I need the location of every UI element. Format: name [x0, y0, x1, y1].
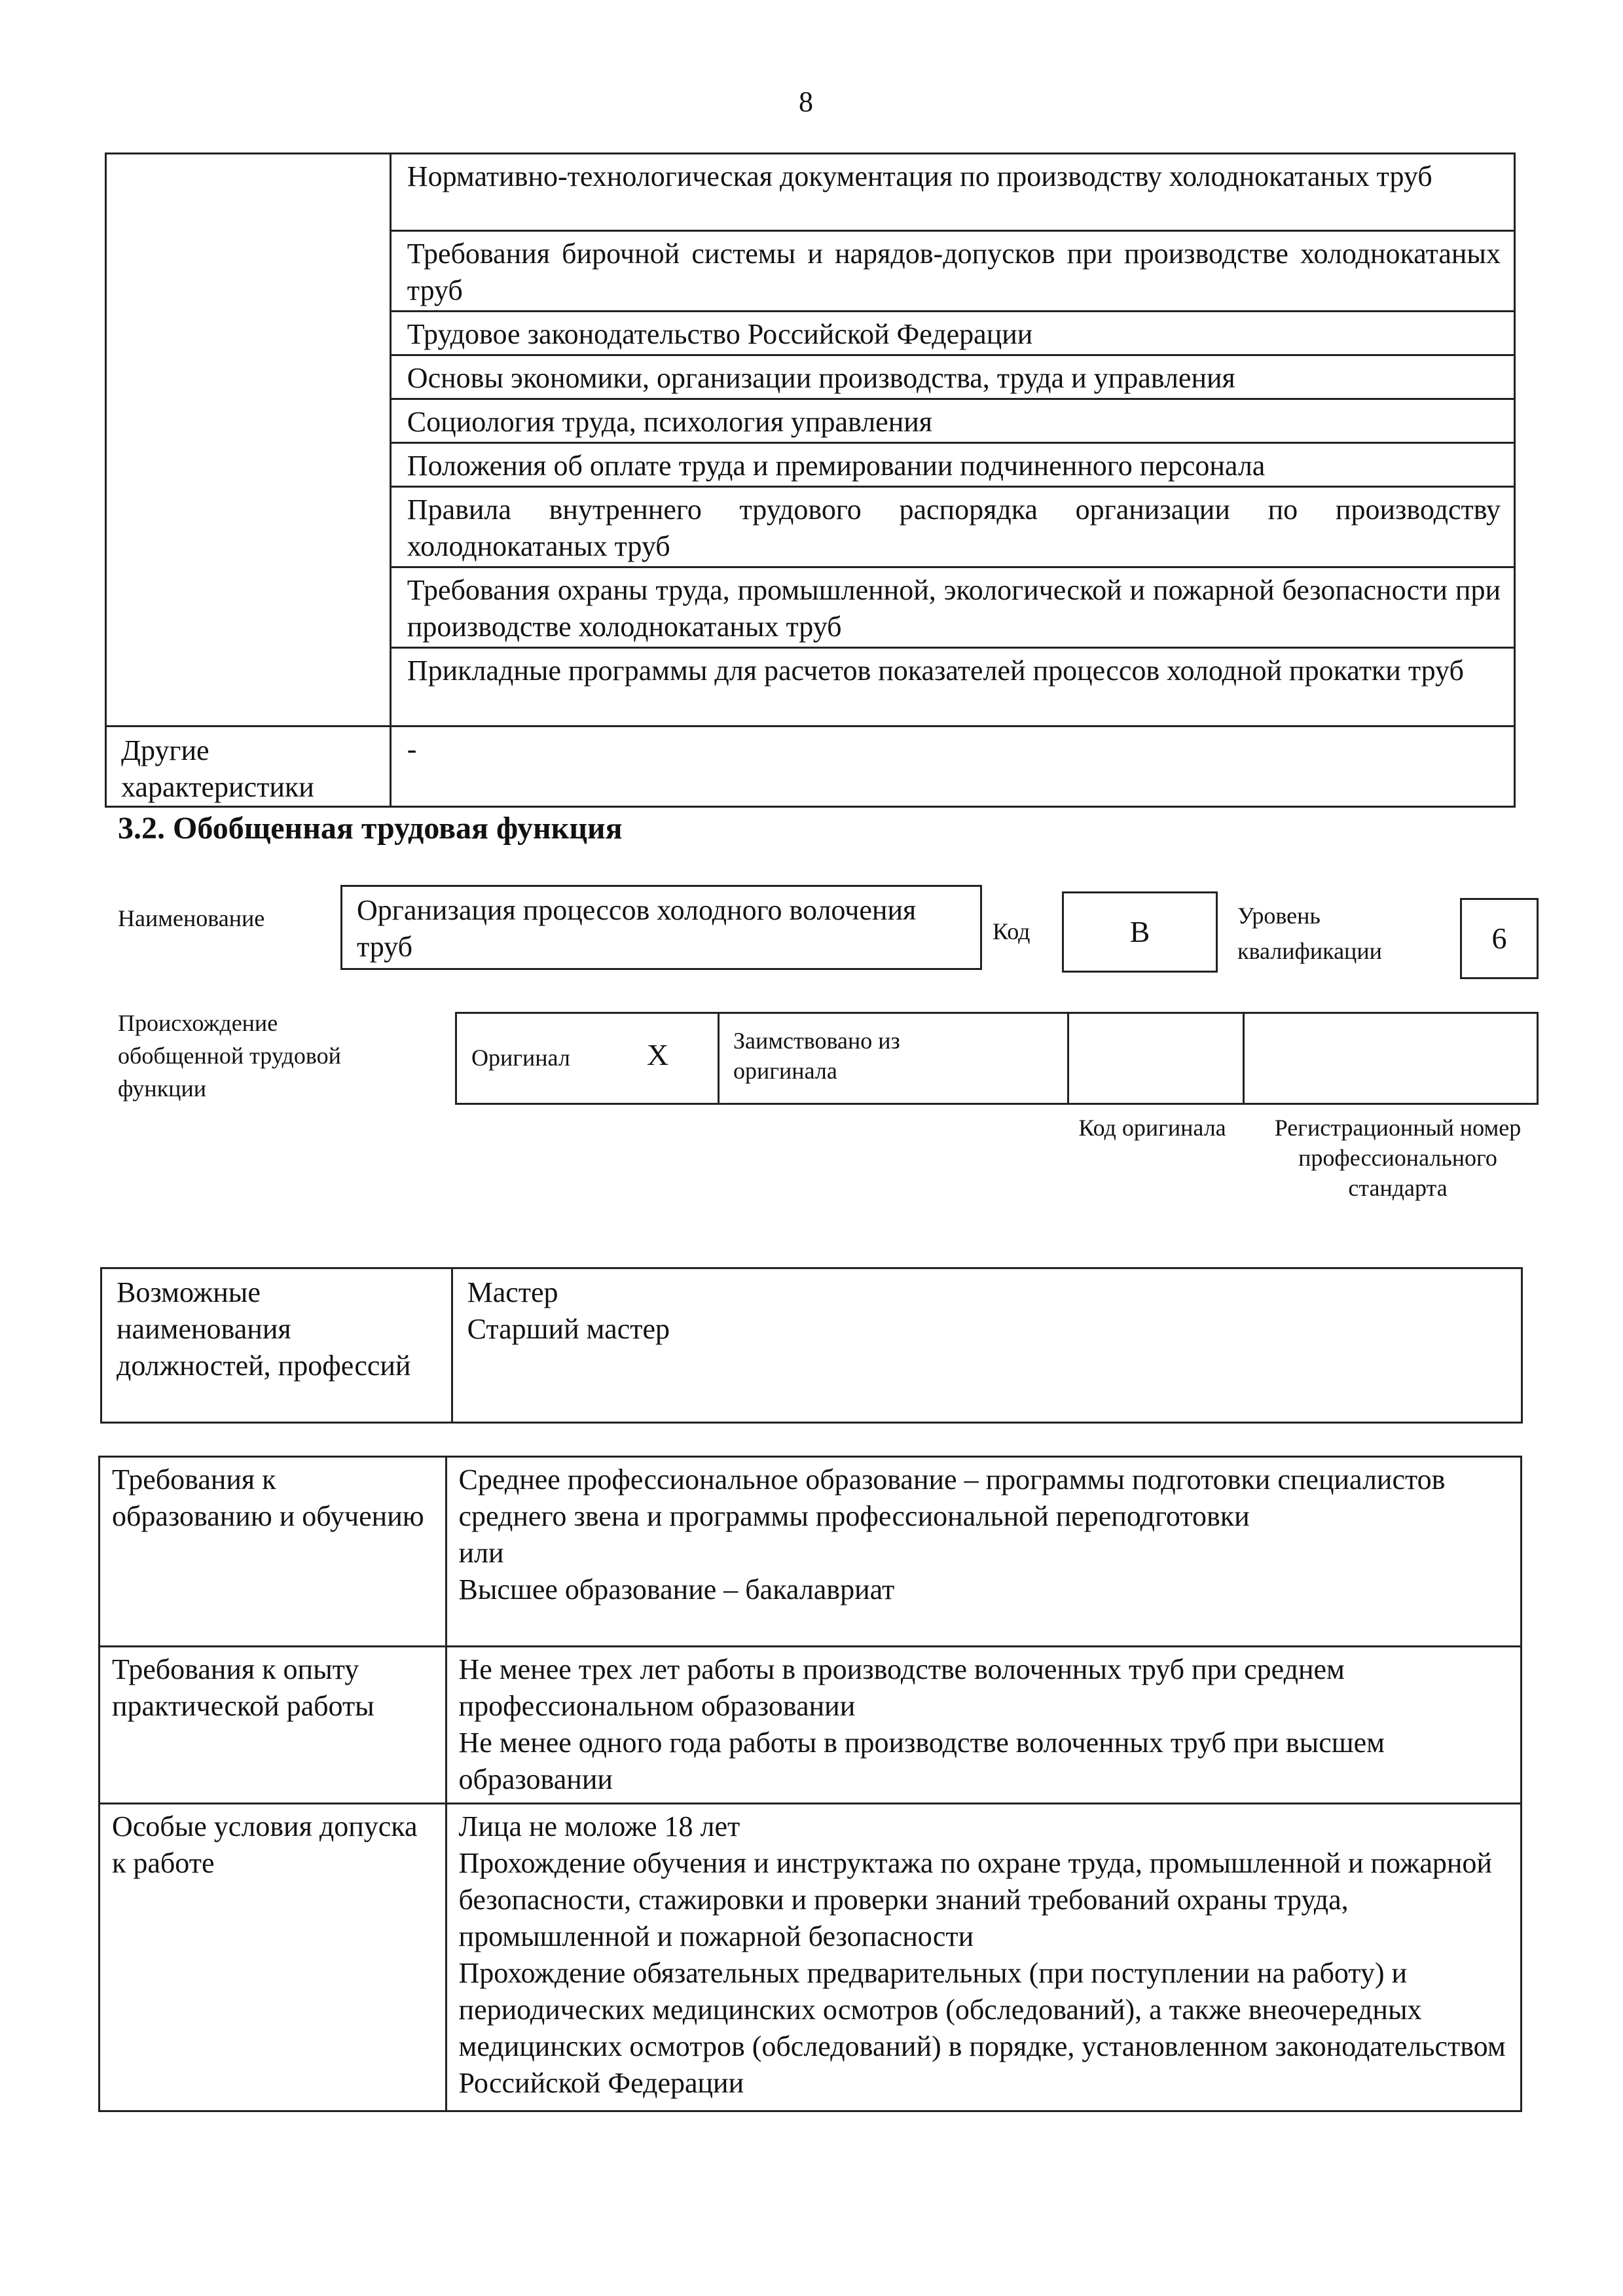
positions-label: Возможные наименования должностей, профессий	[101, 1268, 452, 1423]
code-label: Код	[993, 918, 1030, 944]
positions-values	[452, 1268, 1522, 1423]
knowledge-item: Правила внутреннего трудового распорядка организации по производству холоднокатаных труб	[390, 487, 1514, 567]
page-number: 8	[799, 86, 813, 118]
knowledge-item: Прикладные программы для расчетов показателей процессов холодной прокатки труб	[390, 648, 1514, 726]
requirement-line: Прохождение обучения и инструктажа по охране труда, промышленной и пожарной безопасности, стажировки и проверки знаний требований охраны труда, промышленной и пожарной безопасности	[458, 1847, 1492, 1952]
knowledge-item: Трудовое законодательство Российской Федерации	[390, 312, 1514, 355]
other-characteristics-value: -	[390, 726, 1514, 807]
requirement-line: или	[458, 1537, 504, 1569]
knowledge-item: Социология труда, психология управления	[390, 399, 1514, 443]
section-title: 3.2. Обобщенная трудовая функция	[118, 811, 623, 846]
name-label: Наименование	[118, 905, 265, 931]
requirement-value	[446, 1457, 1521, 1647]
knowledge-item: Нормативно-технологическая документация по производству холоднокатаных труб	[390, 154, 1514, 231]
requirement-line: Высшее образование – бакалавриат	[458, 1573, 895, 1605]
knowledge-item: Основы экономики, организации производства, труда и управления	[390, 355, 1514, 399]
knowledge-item: Положения об оплате труда и премировании подчиненного персонала	[390, 443, 1514, 487]
requirement-line: Среднее профессиональное образование – программы подготовки специалистов среднего звена и программы профессиональной переподготовки	[458, 1463, 1446, 1532]
position-item: Старший мастер	[467, 1313, 670, 1345]
requirement-line: Не менее трех лет работы в производстве волоченных труб при среднем профессиональном образовании	[458, 1653, 1345, 1722]
requirement-label: Требования к образованию и обучению	[100, 1457, 447, 1647]
requirement-line: Лица не моложе 18 лет	[458, 1810, 740, 1842]
requirement-label: Требования к опыту практической работы	[100, 1647, 447, 1804]
requirement-value	[446, 1804, 1521, 2111]
origin-table	[455, 1012, 1539, 1105]
requirement-value	[446, 1647, 1521, 1804]
code-box: B	[1062, 891, 1218, 973]
requirement-line: Не менее одного года работы в производстве волоченных труб при высшем образовании	[458, 1727, 1385, 1795]
code-original-caption: Код оригинала	[1078, 1115, 1226, 1141]
level-box: 6	[1460, 898, 1539, 979]
requirements-table	[98, 1456, 1522, 2112]
knowledge-table	[105, 152, 1516, 808]
requirement-line: Прохождение обязательных предварительных (при поступлении на работу) и периодических медицинских осмотров (обследований), а также внеочередных медицинских осмотров (обследований) в порядке, установленном законодательством Российской Федерации	[458, 1957, 1506, 2099]
position-item: Мастер	[467, 1276, 558, 1308]
level-label: Уровень квалификации	[1237, 903, 1382, 964]
reg-number-caption: Регистрационный номер профессионального стандарта	[1274, 1115, 1522, 1201]
other-characteristics-label: Другие характеристики	[106, 726, 391, 807]
function-name-box: Организация процессов холодного волочения труб	[340, 885, 982, 970]
knowledge-item: Требования бирочной системы и нарядов-допусков при производстве холоднокатаных труб	[390, 231, 1514, 312]
requirement-label: Особые условия допуска к работе	[100, 1804, 447, 2111]
original-label: Оригинал	[471, 1045, 570, 1071]
borrowed-label: Заимствовано из оригинала	[733, 1028, 900, 1084]
knowledge-item: Требования охраны труда, промышленной, экологической и пожарной безопасности при производстве холоднокатаных труб	[390, 567, 1514, 648]
original-mark: X	[647, 1038, 669, 1071]
knowledge-label-cell	[106, 154, 391, 726]
origin-label: Происхождение обобщенной трудовой функции	[118, 1010, 341, 1102]
positions-table	[100, 1267, 1523, 1424]
